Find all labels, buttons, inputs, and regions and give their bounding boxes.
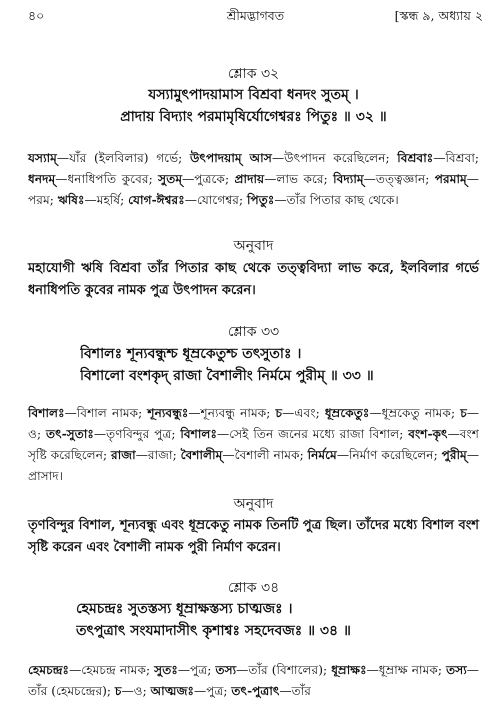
synonym-term: তস্য [215, 663, 237, 677]
synonym-meaning: —ও; [28, 406, 479, 441]
synonym-term: উৎপাদয়াম্ আস [189, 151, 272, 165]
verse-heading: শ্লোক ৩৩ [227, 324, 280, 340]
synonym-meaning: —ধনাধিপতি কুবের; [55, 172, 159, 186]
synonym-term: রাজা [111, 448, 136, 462]
synonym-term: বিদ্যাম্ [333, 172, 364, 186]
verse-line: প্রাদায় বিদ্যাং পরমামৃষির্যোগেশ্বরঃ পিতুঃ ॥ ৩২ ॥ [120, 109, 387, 125]
synonym-term: বংশ-কৃৎ [408, 427, 448, 441]
section-label: [স্কন্ধ ৯, অধ্যায় ২ [394, 8, 483, 23]
synonym-meaning: —ধূম্রাক্ষ নামক; [366, 663, 447, 677]
synonym-term: চ [460, 406, 467, 420]
synonym-meaning: —তাঁর পিতার কাছ থেকে। [274, 193, 399, 207]
synonym-term: তৎ-সুতাঃ [45, 427, 94, 441]
verse-text [76, 598, 483, 642]
synonym-term: তৎ-পুত্রাৎ [231, 684, 280, 698]
synonym-meaning: —যাঁর (ইলবিলার) গর্ভে; [56, 151, 190, 165]
synonym-meaning: —তাঁর [279, 684, 311, 698]
synonym-term: ধূম্রাক্ষঃ [331, 663, 367, 677]
synonym-meaning: —পুত্রকে; [182, 172, 235, 186]
synonym-term: বিশালঃ [28, 406, 65, 420]
synonym-term: যস্যাম্ [28, 151, 57, 165]
synonym-meaning: —পুত্র; [194, 684, 232, 698]
verse-text [28, 84, 479, 128]
verse-heading: শ্লোক ৩৪ [227, 580, 280, 596]
synonym-meaning: —তাঁর (বিশালের); [236, 663, 332, 677]
synonym-meaning: —সেই তিন জনের মধ্যে রাজা বিশাল; [217, 427, 409, 441]
page-number: ৪০ [28, 8, 45, 23]
translation-text: তৃণবিন্দুর বিশাল, শূন্যবন্ধু এবং ধূম্রকেতু নামক তিনটি পুত্র ছিল। তাঁদের মধ্যে বিশাল বংশ সৃষ্টি করেন এবং বৈশালী নামক পুরী নির্মাণ করেন। [28, 518, 479, 555]
verse-heading: শ্লোক ৩২ [227, 66, 280, 82]
synonym-meaning: —বৈশালী নামক; [222, 448, 308, 462]
verse-line: বিশালঃ শূন্যবন্ধুশ্চ ধূম্রকেতুশ্চ তৎসুতাঃ । [80, 346, 302, 362]
translation-heading: অনুবাদ [233, 496, 274, 512]
synonym-meaning: —প্রাসাদ। [28, 448, 480, 483]
synonym-meaning: —যোগেশ্বর; [184, 193, 247, 207]
synonym-term: প্রাদায় [234, 172, 265, 186]
synonyms [28, 148, 479, 211]
verse-text [80, 343, 483, 387]
synonym-meaning: —বিশ্রবা; [433, 151, 479, 165]
synonym-term: ধনদম্ [28, 172, 56, 186]
page-header [28, 8, 483, 28]
synonym-term: তস্য [446, 663, 467, 677]
synonym-term: সুতঃ [154, 663, 178, 677]
synonym-meaning: —মহর্ষি; [84, 193, 129, 207]
synonym-meaning: —পরম; [28, 172, 479, 207]
synonym-term: আত্মজঃ [150, 684, 194, 698]
synonyms [28, 403, 479, 487]
synonym-meaning: —তৃণবিন্দুর পুত্র; [93, 427, 181, 441]
verse-line: হেমচন্দ্রঃ সুতস্তস্য ধূম্রাক্ষস্তস্য চাত্মজঃ । [76, 601, 293, 617]
synonym-meaning: —রাজা; [135, 448, 181, 462]
synonym-term: সুতম্ [158, 172, 183, 186]
synonym-term: চ [275, 406, 283, 420]
synonym-meaning: —পুত্র; [177, 663, 216, 677]
synonym-term: বিশালঃ [180, 427, 217, 441]
synonyms [28, 660, 479, 722]
synonym-meaning: —এবং; [282, 406, 325, 420]
synonym-term: চ [114, 684, 122, 698]
synonym-meaning: —শূন্যবন্ধু নামক; [188, 406, 276, 420]
synonym-term: যোগ-ঈশ্বরঃ [128, 193, 185, 207]
synonym-term: বিশ্রবাঃ [397, 151, 434, 165]
synonym-meaning: —ধূম্রকেতু নামক; [369, 406, 461, 420]
translation-heading: অনুবাদ [233, 238, 274, 254]
verse-line: বিশালো বংশকৃদ্ রাজা বৈশালীং নির্মমে পুরীম্ ॥ ৩৩ ॥ [80, 368, 374, 384]
synonym-meaning: —উৎপাদন করেছিলেন; [271, 151, 398, 165]
synonym-meaning: —হেমচন্দ্র নামক; [69, 663, 155, 677]
book-title: শ্রীমদ্ভাগবত [226, 8, 285, 23]
synonym-meaning: —নির্মাণ করেছিলেন; [336, 448, 442, 462]
synonym-term: পরমাম্ [434, 172, 467, 186]
verse-line: যস্যামুৎপাদয়ামাস বিশ্রবা ধনদং সুতম্ । [148, 87, 359, 103]
synonym-term: পুরীম্ [441, 448, 467, 462]
synonym-term: ঋষিঃ [57, 193, 85, 207]
synonym-term: শূন্যবন্ধুঃ [147, 406, 189, 420]
synonym-meaning: —লাভ করে; [264, 172, 334, 186]
synonym-term: নির্মমে [307, 448, 337, 462]
verse-line: তৎপুত্রাৎ সংযমাদাসীৎ কৃশাশ্বঃ সহদেবজঃ ॥ ৩৪ ॥ [76, 623, 351, 639]
synonym-term: বৈশালীম্ [180, 448, 223, 462]
synonym-meaning: —তাঁর (হেমচন্দ্রের); [28, 663, 479, 698]
synonym-term: ধূম্রকেতুঃ [324, 406, 370, 420]
translation-text: মহাযোগী ঋষি বিশ্রবা তাঁর পিতার কাছ থেকে তত্ত্ববিদ্যা লাভ করে, ইলবিলার গর্ভে ধনাধিপতি কুবের নামক পুত্র উৎপাদন করেন। [28, 261, 479, 298]
synonym-term: হেমচন্দ্রঃ [28, 663, 70, 677]
synonym-meaning: —বিশাল নামক; [64, 406, 148, 420]
synonym-meaning: —ও; [121, 684, 151, 698]
synonym-meaning: —তত্ত্বজ্ঞান; [363, 172, 435, 186]
synonym-meaning: —বংশ সৃষ্টি করেছিলেন; [28, 427, 480, 462]
synonym-term: পিতুঃ [246, 193, 275, 207]
